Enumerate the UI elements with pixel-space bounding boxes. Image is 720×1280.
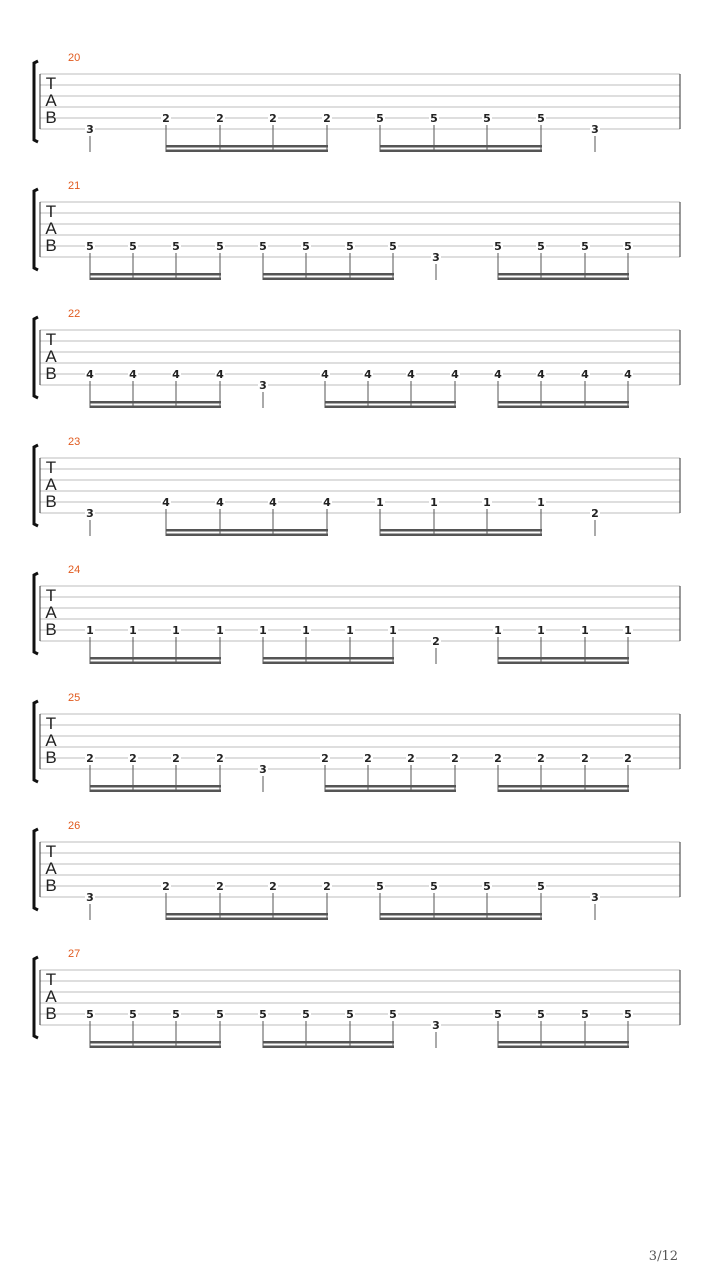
beam xyxy=(166,150,328,153)
fret-number: 2 xyxy=(581,752,589,765)
fret-number: 4 xyxy=(162,496,170,509)
measure-number: 26 xyxy=(68,820,81,832)
tab-clef-letter: T xyxy=(45,714,57,733)
fret-number: 5 xyxy=(494,240,502,253)
fret-number: 1 xyxy=(129,624,137,637)
fret-number: 4 xyxy=(494,368,502,381)
beam xyxy=(498,785,629,788)
tab-clef-letter: T xyxy=(45,74,57,93)
fret-number: 4 xyxy=(216,496,224,509)
fret-number: 5 xyxy=(430,112,438,125)
fret-number: 2 xyxy=(216,112,224,125)
fret-number: 3 xyxy=(432,251,440,264)
fret-number: 5 xyxy=(581,240,589,253)
fret-number: 1 xyxy=(537,496,545,509)
beam xyxy=(380,913,542,916)
beam xyxy=(498,401,629,404)
fret-number: 2 xyxy=(86,752,94,765)
fret-number: 3 xyxy=(86,891,94,904)
tab-clef-letter: A xyxy=(45,91,57,110)
fret-number: 2 xyxy=(451,752,459,765)
fret-number: 5 xyxy=(537,112,545,125)
fret-number: 4 xyxy=(581,368,589,381)
fret-number: 5 xyxy=(389,1008,397,1021)
beam xyxy=(166,918,328,921)
fret-number: 5 xyxy=(172,1008,180,1021)
fret-number: 5 xyxy=(346,240,354,253)
fret-number: 2 xyxy=(216,880,224,893)
beam xyxy=(498,1046,629,1049)
fret-number: 2 xyxy=(323,112,331,125)
fret-number: 1 xyxy=(302,624,310,637)
fret-number: 2 xyxy=(494,752,502,765)
tab-clef-letter: T xyxy=(45,458,57,477)
fret-number: 5 xyxy=(302,1008,310,1021)
fret-number: 1 xyxy=(483,496,491,509)
tab-clef-letter: B xyxy=(45,876,57,895)
fret-number: 2 xyxy=(537,752,545,765)
system-bracket xyxy=(34,189,38,270)
fret-number: 3 xyxy=(432,1019,440,1032)
fret-number: 4 xyxy=(407,368,415,381)
beam xyxy=(325,790,456,793)
measure-number: 23 xyxy=(68,436,81,448)
beam xyxy=(380,529,542,532)
beam xyxy=(166,534,328,537)
fret-number: 2 xyxy=(321,752,329,765)
fret-number: 5 xyxy=(581,1008,589,1021)
beam xyxy=(166,913,328,916)
fret-number: 4 xyxy=(129,368,137,381)
beam xyxy=(90,273,221,276)
fret-number: 5 xyxy=(483,112,491,125)
tab-clef-letter: B xyxy=(45,620,57,639)
tab-clef-letter: T xyxy=(45,842,57,861)
fret-number: 1 xyxy=(389,624,397,637)
system-bracket xyxy=(34,957,38,1038)
tab-clef-letter: A xyxy=(45,603,57,622)
fret-number: 3 xyxy=(86,507,94,520)
fret-number: 5 xyxy=(216,240,224,253)
beam xyxy=(90,657,221,660)
tab-clef-letter: B xyxy=(45,492,57,511)
tab-clef-letter: A xyxy=(45,347,57,366)
page-number: 3/12 xyxy=(648,1249,678,1264)
beam xyxy=(325,785,456,788)
tab-clef-letter: T xyxy=(45,970,57,989)
beam xyxy=(90,790,221,793)
beam xyxy=(498,273,629,276)
tab-clef-letter: B xyxy=(45,1004,57,1023)
fret-number: 2 xyxy=(129,752,137,765)
fret-number: 1 xyxy=(494,624,502,637)
beam xyxy=(498,662,629,665)
beam xyxy=(166,145,328,148)
tab-clef-letter: A xyxy=(45,731,57,750)
fret-number: 5 xyxy=(302,240,310,253)
fret-number: 5 xyxy=(129,240,137,253)
fret-number: 5 xyxy=(537,1008,545,1021)
beam xyxy=(90,785,221,788)
beam xyxy=(498,790,629,793)
beam xyxy=(166,529,328,532)
fret-number: 1 xyxy=(346,624,354,637)
beam xyxy=(380,534,542,537)
fret-number: 2 xyxy=(269,880,277,893)
fret-number: 2 xyxy=(216,752,224,765)
beam xyxy=(263,273,394,276)
beam xyxy=(380,145,542,148)
fret-number: 5 xyxy=(346,1008,354,1021)
fret-number: 5 xyxy=(624,240,632,253)
fret-number: 4 xyxy=(86,368,94,381)
fret-number: 2 xyxy=(364,752,372,765)
beam xyxy=(263,657,394,660)
fret-number: 5 xyxy=(430,880,438,893)
fret-number: 4 xyxy=(537,368,545,381)
measure-number: 22 xyxy=(68,308,81,320)
beam xyxy=(263,278,394,281)
tab-clef-letter: B xyxy=(45,748,57,767)
fret-number: 2 xyxy=(323,880,331,893)
measure-number: 24 xyxy=(68,564,81,576)
fret-number: 2 xyxy=(432,635,440,648)
fret-number: 5 xyxy=(86,1008,94,1021)
tab-clef-letter: B xyxy=(45,108,57,127)
beam xyxy=(90,662,221,665)
fret-number: 1 xyxy=(624,624,632,637)
beam xyxy=(498,278,629,281)
beam xyxy=(90,1046,221,1049)
fret-number: 4 xyxy=(172,368,180,381)
system-bracket xyxy=(34,317,38,398)
fret-number: 5 xyxy=(389,240,397,253)
beam xyxy=(380,918,542,921)
fret-number: 3 xyxy=(86,123,94,136)
fret-number: 5 xyxy=(537,880,545,893)
fret-number: 5 xyxy=(259,1008,267,1021)
fret-number: 1 xyxy=(86,624,94,637)
fret-number: 1 xyxy=(430,496,438,509)
fret-number: 5 xyxy=(376,112,384,125)
fret-number: 5 xyxy=(624,1008,632,1021)
system-bracket xyxy=(34,701,38,782)
beam xyxy=(380,150,542,153)
measure-number: 20 xyxy=(68,52,81,64)
fret-number: 5 xyxy=(483,880,491,893)
beam xyxy=(325,401,456,404)
beam xyxy=(263,1046,394,1049)
tab-clef-letter: T xyxy=(45,586,57,605)
tab-clef-letter: T xyxy=(45,330,57,349)
fret-number: 1 xyxy=(216,624,224,637)
beam xyxy=(498,406,629,409)
fret-number: 4 xyxy=(624,368,632,381)
fret-number: 5 xyxy=(494,1008,502,1021)
fret-number: 4 xyxy=(216,368,224,381)
fret-number: 2 xyxy=(624,752,632,765)
fret-number: 1 xyxy=(259,624,267,637)
tab-clef-letter: A xyxy=(45,219,57,238)
fret-number: 1 xyxy=(537,624,545,637)
beam xyxy=(263,1041,394,1044)
fret-number: 5 xyxy=(537,240,545,253)
fret-number: 1 xyxy=(581,624,589,637)
beam xyxy=(325,406,456,409)
measure-number: 27 xyxy=(68,948,81,960)
fret-number: 5 xyxy=(376,880,384,893)
fret-number: 3 xyxy=(259,763,267,776)
tab-clef-letter: T xyxy=(45,202,57,221)
beam xyxy=(90,278,221,281)
system-bracket xyxy=(34,573,38,654)
fret-number: 1 xyxy=(376,496,384,509)
fret-number: 2 xyxy=(162,880,170,893)
system-bracket xyxy=(34,61,38,142)
fret-number: 4 xyxy=(451,368,459,381)
fret-number: 5 xyxy=(216,1008,224,1021)
tab-clef-letter: B xyxy=(45,236,57,255)
tab-clef-letter: A xyxy=(45,987,57,1006)
fret-number: 3 xyxy=(259,379,267,392)
fret-number: 1 xyxy=(172,624,180,637)
fret-number: 2 xyxy=(269,112,277,125)
beam xyxy=(90,401,221,404)
fret-number: 2 xyxy=(591,507,599,520)
tab-clef-letter: B xyxy=(45,364,57,383)
system-bracket xyxy=(34,829,38,910)
fret-number: 5 xyxy=(129,1008,137,1021)
beam xyxy=(90,406,221,409)
fret-number: 4 xyxy=(364,368,372,381)
fret-number: 2 xyxy=(172,752,180,765)
measure-number: 25 xyxy=(68,692,81,704)
system-bracket xyxy=(34,445,38,526)
beam xyxy=(498,657,629,660)
fret-number: 2 xyxy=(162,112,170,125)
fret-number: 3 xyxy=(591,891,599,904)
fret-number: 5 xyxy=(86,240,94,253)
beam xyxy=(498,1041,629,1044)
fret-number: 5 xyxy=(259,240,267,253)
fret-number: 5 xyxy=(172,240,180,253)
tab-clef-letter: A xyxy=(45,859,57,878)
fret-number: 4 xyxy=(323,496,331,509)
fret-number: 4 xyxy=(321,368,329,381)
fret-number: 3 xyxy=(591,123,599,136)
beam xyxy=(90,1041,221,1044)
measure-number: 21 xyxy=(68,180,81,192)
tab-clef-letter: A xyxy=(45,475,57,494)
fret-number: 2 xyxy=(407,752,415,765)
beam xyxy=(263,662,394,665)
fret-number: 4 xyxy=(269,496,277,509)
